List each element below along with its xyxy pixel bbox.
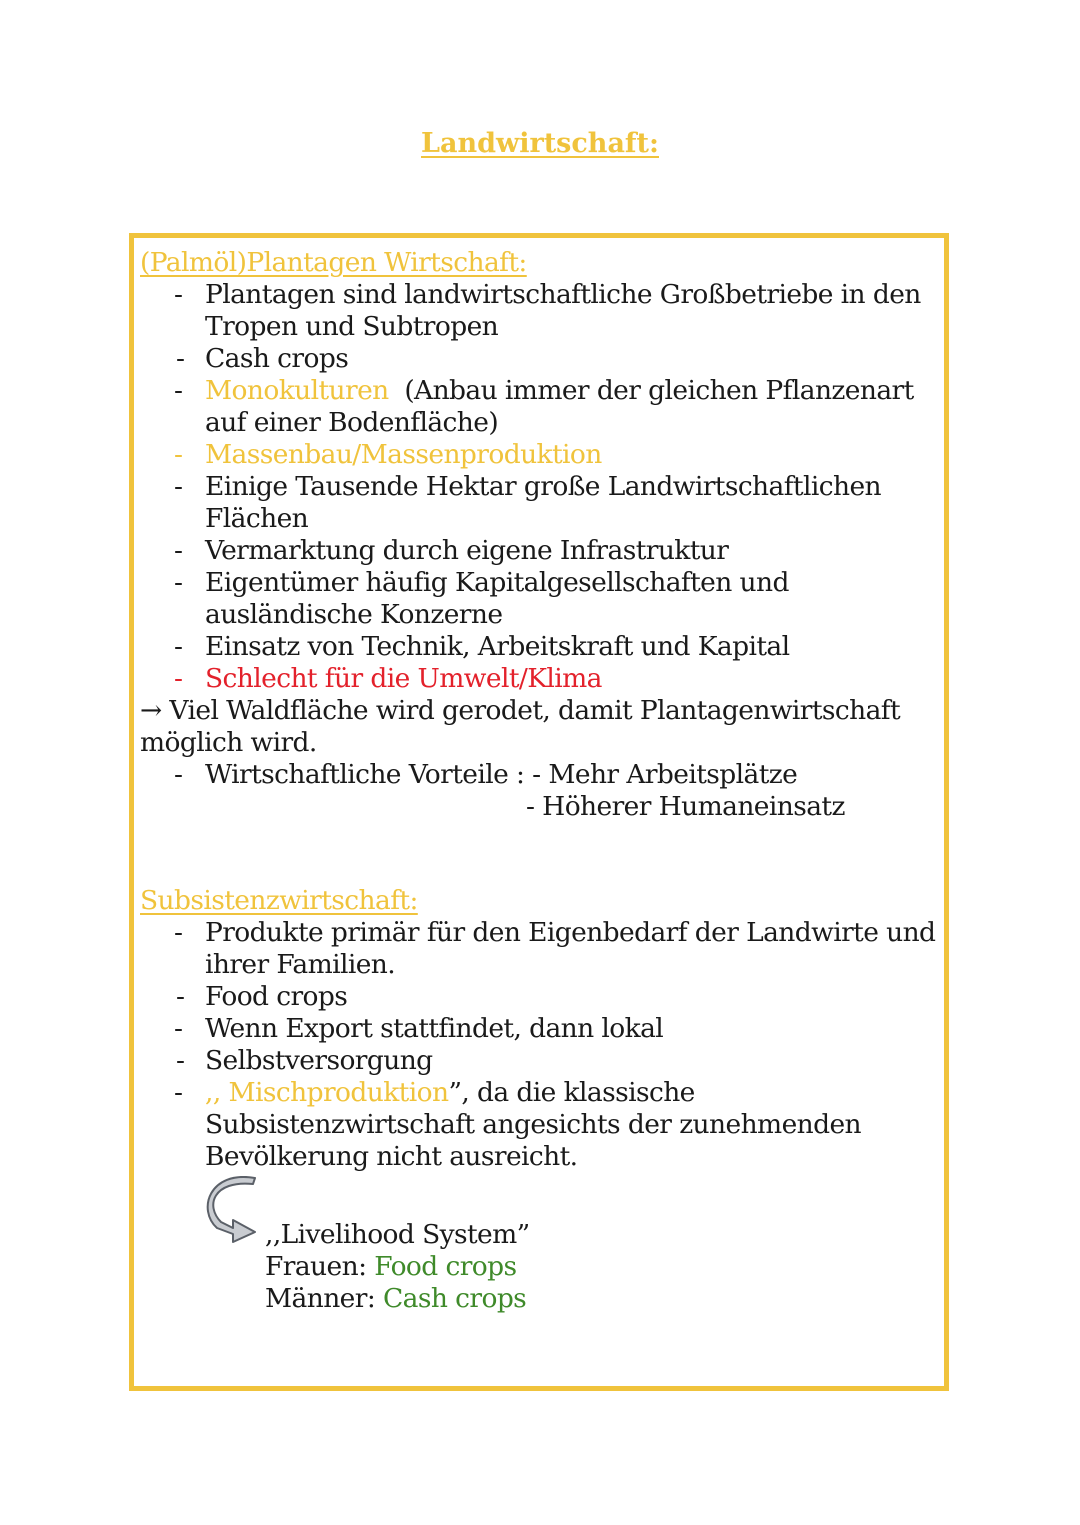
bullet-text: Massenbau/Massenproduktion xyxy=(205,439,602,470)
section-heading-plantagen: (Palmöl)Plantagen Wirtschaft: xyxy=(140,247,527,278)
bullet-text: Einige Tausende Hektar große Landwirtschaftlichen xyxy=(205,471,881,502)
bullet-text: ,, Mischproduktion”, da die klassische xyxy=(205,1077,695,1108)
livelihood-title: ,,Livelihood System” xyxy=(265,1219,530,1250)
bullet-text: Plantagen sind landwirtschaftliche Großbetriebe in den xyxy=(205,279,921,310)
bullet-dash: - xyxy=(174,1077,183,1108)
bullet-subtext: - Höherer Humaneinsatz xyxy=(526,791,845,822)
bullet-dash: - xyxy=(174,1013,183,1044)
bullet-text: Einsatz von Technik, Arbeitskraft und Kapital xyxy=(205,631,790,662)
livelihood-men: Männer: Cash crops xyxy=(265,1283,527,1314)
bullet-dash: - xyxy=(174,279,183,310)
curved-arrow-icon xyxy=(203,1176,263,1246)
bullet-text: Wirtschaftliche Vorteile : - Mehr Arbeitsplätze xyxy=(205,759,798,790)
page-title: Landwirtschaft: xyxy=(420,128,659,159)
bullet-text: auf einer Bodenfläche) xyxy=(205,407,499,438)
bullet-dash: - xyxy=(174,439,183,470)
bullet-dash: - xyxy=(174,759,183,790)
section-heading-subsistenz: Subsistenzwirtschaft: xyxy=(140,885,418,916)
note-text: → Viel Waldfläche wird gerodet, damit Plantagenwirtschaft xyxy=(140,695,901,726)
bullet-dash: - xyxy=(174,631,183,662)
bullet-dash: - xyxy=(174,663,183,694)
bullet-text: Bevölkerung nicht ausreicht. xyxy=(205,1141,578,1172)
bullet-text-warning: Schlecht für die Umwelt/Klima xyxy=(205,663,602,694)
bullet-dash: - xyxy=(174,471,183,502)
bullet-text: Tropen und Subtropen xyxy=(205,311,499,342)
bullet-text: Eigentümer häufig Kapitalgesellschaften und xyxy=(205,567,789,598)
bullet-text: Produkte primär für den Eigenbedarf der Landwirte und xyxy=(205,917,936,948)
bullet-text: ihrer Familien. xyxy=(205,949,396,980)
bullet-text: Subsistenzwirtschaft angesichts der zunehmenden xyxy=(205,1109,862,1140)
bullet-text: ausländische Konzerne xyxy=(205,599,503,630)
bullet-dash: - xyxy=(174,917,183,948)
note-text: möglich wird. xyxy=(140,727,317,758)
bullet-text: Monokulturen (Anbau immer der gleichen Pflanzenart xyxy=(205,375,914,406)
bullet-dash: - xyxy=(174,535,183,566)
bullet-text: Wenn Export stattfindet, dann lokal xyxy=(205,1013,664,1044)
bullet-text: Flächen xyxy=(205,503,309,534)
livelihood-women: Frauen: Food crops xyxy=(265,1251,517,1282)
bullet-text: Vermarktung durch eigene Infrastruktur xyxy=(205,535,729,566)
bullet-dash: - xyxy=(174,375,183,406)
bullet-dash: - xyxy=(174,567,183,598)
